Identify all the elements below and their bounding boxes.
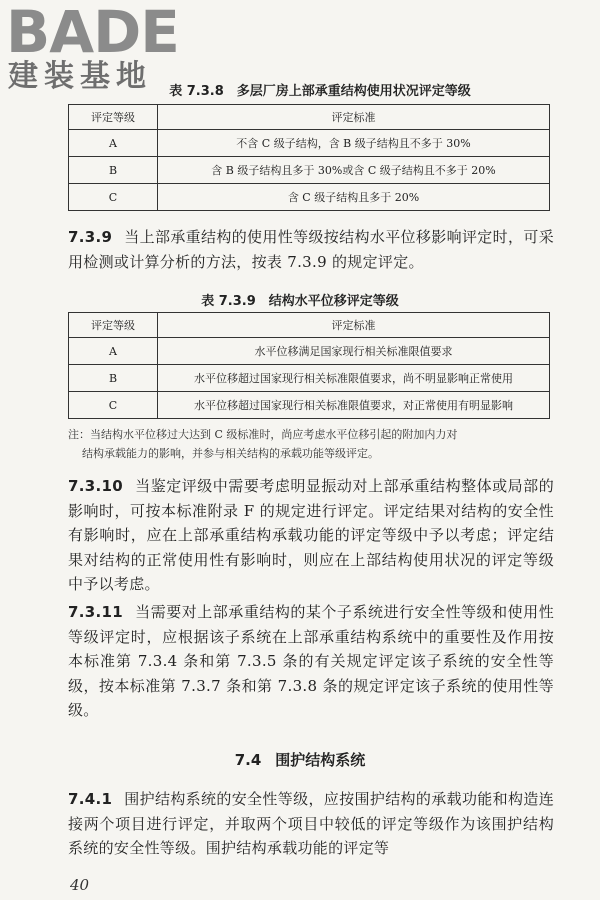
table-row [69,392,550,419]
logo-subtitle: 建装基地 [8,59,152,94]
grade-cell: C [69,184,158,211]
clause-text: 围护结构系统的安全性等级，应按围护结构的承载功能和构造连接两个项目进行评定，并取两个项目中较低的评定等级作为该围护结构系统的安全性等级。围护结构承载功能的评定等 [68,790,554,857]
clause-7-3-10 [68,474,554,597]
section-heading-7-4 [0,749,600,770]
clause-number: 7.3.10 [68,477,123,495]
header-grade: 评定等级 [69,313,158,338]
criteria-cell: 含 C 级子结构且多于 20% [158,184,550,211]
logo-wordmark: BADE [6,0,179,66]
grade-cell: B [69,157,158,184]
clause-number: 7.3.9 [68,228,113,246]
table-row [69,184,550,211]
clause-number: 7.3.11 [68,603,123,621]
table-header-row [69,313,550,338]
table-7-3-9 [68,312,550,419]
criteria-cell: 水平位移超过国家现行相关标准限值要求，对正常使用有明显影响 [158,392,550,419]
note-line-1: 注：当结构水平位移过大达到 C 级标准时，尚应考虑水平位移引起的附加内力对 [68,428,458,441]
table-7-3-8-caption: 表 7.3.8 多层厂房上部承重结构使用状况评定等级 [169,84,471,99]
header-criteria: 评定标准 [158,313,550,338]
clause-7-3-9 [68,225,554,274]
grade-cell: C [69,392,158,419]
table-header-row [69,105,550,130]
note-line-2: 结构承载能力的影响，并参与相关结构的承载功能等级评定。 [82,447,379,460]
clause-number: 7.4.1 [68,790,113,808]
clause-7-4-1 [68,787,554,861]
header-grade: 评定等级 [69,105,158,130]
clause-text: 当上部承重结构的使用性等级按结构水平位移影响评定时，可采用检测或计算分析的方法，按表 7.3.9 的规定评定。 [68,228,554,271]
table-7-3-9-caption: 表 7.3.9 结构水平位移评定等级 [201,294,399,309]
clause-text: 当需要对上部承重结构的某个子系统进行安全性等级和使用性等级评定时，应根据该子系统在上部承重结构系统中的重要性及作用按本标准第 7.3.4 条和第 7.3.5 条的有关规定评定该子系统的安全性等级，按本标准第 7.3.7 条和第 7.3.8 条的规定评定该子系统的使用性等级。 [68,603,554,719]
table-7-3-8 [68,104,550,211]
table-note [68,425,558,463]
table-row [69,365,550,392]
page-number: 40 [70,876,90,894]
section-title: 围护结构系统 [275,751,366,769]
header-criteria: 评定标准 [158,105,550,130]
table-row [69,130,550,157]
criteria-cell: 水平位移满足国家现行相关标准限值要求 [158,338,550,365]
grade-cell: A [69,338,158,365]
criteria-cell: 不含 C 级子结构，含 B 级子结构且不多于 30% [158,130,550,157]
section-number: 7.4 [234,751,262,769]
criteria-cell: 水平位移超过国家现行相关标准限值要求，尚不明显影响正常使用 [158,365,550,392]
table-row [69,338,550,365]
clause-7-3-11 [68,600,554,723]
clause-text: 当鉴定评级中需要考虑明显振动对上部承重结构整体或局部的影响时，可按本标准附录 F 的规定进行评定。评定结果对结构的安全性有影响时，应在上部承重结构承载功能的评定等级中予以考虑；评定结果对结构的正常使用性有影响时，则应在上部结构使用状况的评定等级中予以考虑。 [68,477,554,593]
grade-cell: A [69,130,158,157]
criteria-cell: 含 B 级子结构且多于 30%或含 C 级子结构且不多于 20% [158,157,550,184]
table-row [69,157,550,184]
grade-cell: B [69,365,158,392]
